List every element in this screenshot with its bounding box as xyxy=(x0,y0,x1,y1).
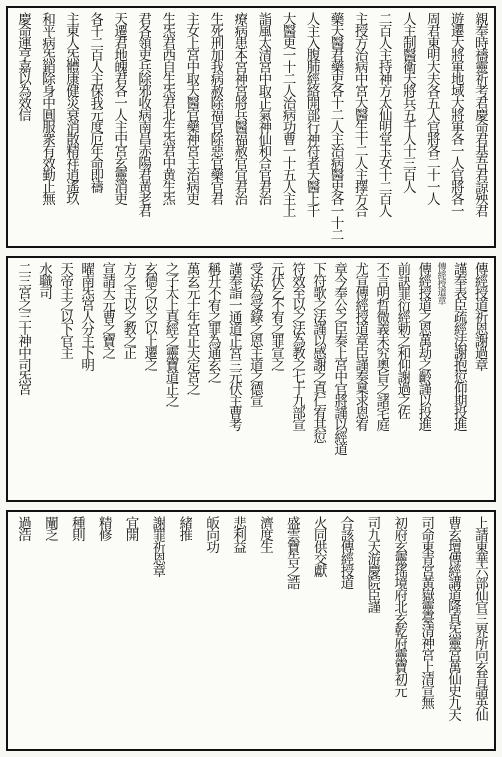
text-column: 療病患本宮神宮將兵醫福赦官宜君治 xyxy=(231,12,248,204)
chapter-title-column: 傳經授道祈恩謝過章 xyxy=(471,262,488,370)
text-column: 章今奉公之臣奏上宮中官將謹以經道 xyxy=(331,262,348,454)
text-column: 盛雲寶告之誥 xyxy=(283,516,300,588)
text-column: 緒推 xyxy=(176,516,193,540)
text-column: 主東人炁體康健災衰消散精祥逍遙玖 xyxy=(63,12,80,204)
text-column: 尤宣傳經授道章臣謹奏稟求恩宥 xyxy=(352,262,369,430)
text-column: 之子太上真經之靈寶道正之 xyxy=(162,262,179,406)
text-column: 謹奉表臣疏經法謝抱愆仰期投進 xyxy=(450,262,467,430)
column-group xyxy=(14,12,488,242)
text-column: 周君東明大夫各五人官將各二十一人 xyxy=(423,12,440,204)
text-column: 主授方治病中宮大醫生十二人主擇方合 xyxy=(351,12,368,216)
chapter-title-column: 謝罪祈恩章 xyxy=(149,516,166,576)
text-column: 謹奉詣一通道正宮三元伏主曹考 xyxy=(225,262,242,430)
text-column: 玄德之以之以上遷之 xyxy=(141,262,158,370)
text-column: 方之主以之教之正 xyxy=(120,262,137,358)
text-column: 曹玄壇傳經講道隆真炁靈宮萬仙史九天 xyxy=(445,516,461,720)
text-column: 二三宮之三十神中司炁宮 xyxy=(15,262,31,394)
text-column: 不言明哲微義未究奧旨之諸宅庭 xyxy=(373,262,390,430)
text-column: 受法為受錄之恩主道之德宣 xyxy=(246,262,263,406)
text-column: 宜開 xyxy=(122,516,139,540)
text-column: 親奉時禱靈祈考君慶命君基吾君諒殃君 xyxy=(471,12,488,216)
text-column: 遊遷大將軍地域大將軍各一人官將各一 xyxy=(447,12,464,216)
annotation-column: 傳經授道章 xyxy=(435,262,446,305)
text-column: 司九天游慶院臣謹 xyxy=(364,516,381,612)
text-column: 詣風太清宮中取正氣神仙和合官君治 xyxy=(255,12,272,204)
text-column: 濟度生 xyxy=(256,516,273,552)
text-column: 各千二百人主保我元度厄年命即禱 xyxy=(87,12,104,192)
text-column: 慶命運亨嘉以為效信 xyxy=(15,12,31,120)
text-column: 前訣罪衍經勅之和仰謝過之佐 xyxy=(394,262,411,418)
text-column: 傳經授道之恩萬劫之齡謹以投進 xyxy=(415,262,432,430)
text-column: 初府玄靈瑤境府北玄乾府靈寶初元 xyxy=(391,516,408,696)
text-column: 皈向功 xyxy=(203,516,220,552)
text-column: 水職司 xyxy=(36,262,53,298)
text-column: 君各領吏兵除邪收病南昌赤陽君黄老君 xyxy=(135,12,152,216)
text-column: 人主制醫衛天將兵五千人十三百人 xyxy=(399,12,416,192)
text-panel-top xyxy=(6,6,496,248)
text-column: 下符歌之法謹以感謝之真仁宥其愆 xyxy=(310,262,327,442)
text-column: 天遷君地魄君各一人主中宮玄靈消吏 xyxy=(111,12,128,204)
text-column: 稱升不宥之罪為通玄之 xyxy=(204,262,221,382)
text-column: 闡乏 xyxy=(41,516,58,540)
column-group xyxy=(14,262,488,496)
text-column: 上請東華六部仙官三界所向玄昔請英仙 xyxy=(471,516,488,720)
text-column: 和平病炁銷除身中圓服衆有效勤止無 xyxy=(39,12,56,204)
text-column: 二百人主持神方太仙明堂玉女十二百人 xyxy=(375,12,392,216)
text-column: 符效至以之法為教之七十九部宣 xyxy=(289,262,306,430)
text-column: 宣請天元曹之寶之 xyxy=(99,262,116,358)
column-group xyxy=(14,516,488,745)
text-column: 曜南炁宮人分主下明 xyxy=(78,262,95,370)
text-column: 過浩 xyxy=(15,516,31,540)
text-column: 精修 xyxy=(95,516,112,540)
text-column: 大醫更一十二人治病功曹一十五人主上 xyxy=(279,12,296,216)
text-column: 司命東青宮黃嶽靈臺清神宮上清宣無 xyxy=(418,516,435,708)
text-column: 藥天醫君藥吏各十二人主治病醫史各一十二 xyxy=(327,12,344,240)
text-column: 火同供交獻 xyxy=(310,516,327,576)
text-column: 生炁君西自生炁君北生炁君中黄生炁 xyxy=(159,12,176,204)
text-column: 合該傳經授道 xyxy=(337,516,354,588)
text-column: 人主入腹肺經絡開部行神符者天醫上千 xyxy=(303,12,320,216)
text-column: 悲利益 xyxy=(230,516,246,552)
text-panel-bottom xyxy=(6,510,496,751)
text-column: 元伏乞不宥之罪宣之 xyxy=(267,262,284,370)
text-column: 主女上宮中取天醫官藥神宮主治病吏 xyxy=(183,12,200,204)
text-column: 天帝主之以下官主 xyxy=(57,262,74,358)
text-column: 種則 xyxy=(68,516,85,540)
text-column: 生死刑加我病赦除福官除惡官藥官君 xyxy=(207,12,224,204)
text-column: 萬玄元十年宮正天定宮之 xyxy=(183,262,200,394)
text-panel-middle xyxy=(6,256,496,502)
